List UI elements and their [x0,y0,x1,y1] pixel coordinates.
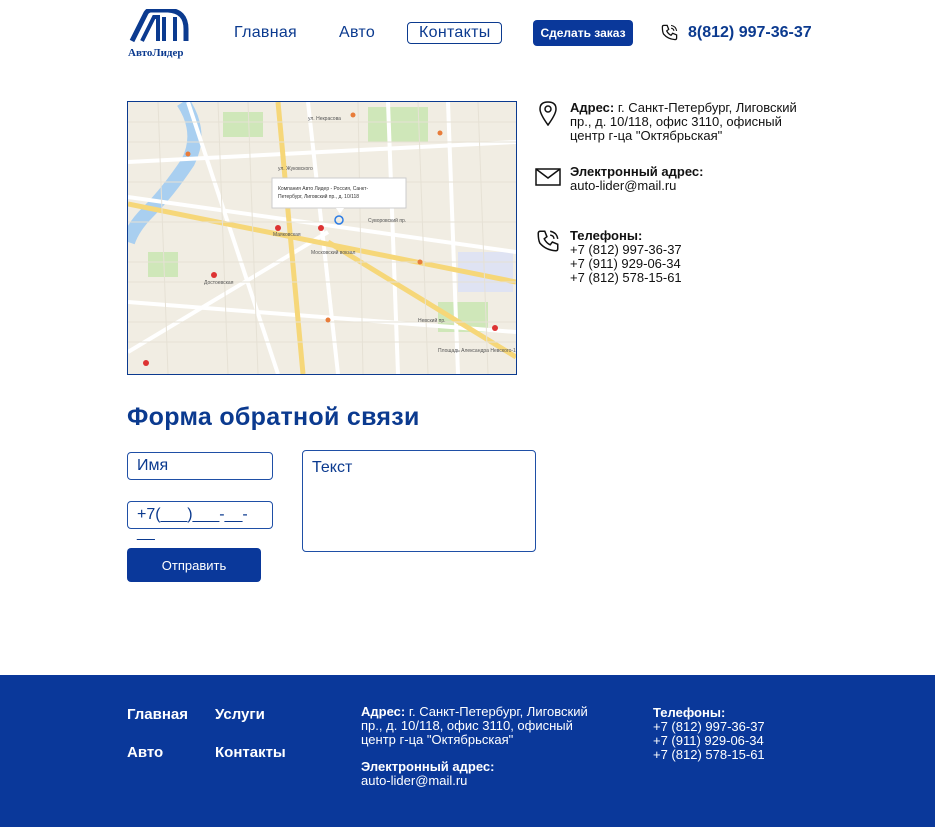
footer-email-value[interactable]: auto-lider@mail.ru [361,773,468,788]
phone-field[interactable]: +7(___)___-__-__ [127,501,273,529]
svg-text:Невский пр.: Невский пр. [418,318,446,324]
form-title: Форма обратной связи [127,403,420,431]
svg-text:Маяковская: Маяковская [273,232,301,238]
nav-home[interactable]: Главная [234,24,297,41]
svg-text:ул. Жуковского: ул. Жуковского [278,166,313,172]
nav-contacts[interactable]: Контакты [407,22,502,44]
svg-text:ул. Некрасова: ул. Некрасова [308,116,341,122]
svg-text:Площадь Александра Невского-1: Площадь Александра Невского-1 [438,348,516,354]
svg-text:Достоевская: Достоевская [204,280,234,286]
footer-phones [653,706,853,762]
phone-3[interactable]: +7 (812) 578-15-61 [570,270,682,285]
nav-auto[interactable]: Авто [339,24,376,41]
order-button[interactable]: Сделать заказ [533,20,633,46]
footer-nav-services[interactable]: Услуги [215,706,265,723]
footer [0,675,935,827]
footer-phone-3[interactable]: +7 (812) 578-15-61 [653,747,765,762]
name-field[interactable]: Имя [127,452,273,480]
address-label: Адрес: [570,100,615,115]
svg-text:Суворовский пр.: Суворовский пр. [368,218,407,224]
email-label: Электронный адрес: [570,164,704,179]
phone-2[interactable]: +7 (911) 929-06-34 [570,256,681,271]
phone-icon[interactable] [660,23,679,42]
footer-nav-home[interactable]: Главная [127,706,189,723]
phone-1[interactable]: +7 (812) 997-36-37 [570,242,682,257]
footer-phone-2[interactable]: +7 (911) 929-06-34 [653,733,764,748]
contact-email [570,165,820,193]
footer-email [361,760,606,788]
footer-nav-auto[interactable]: Авто [127,744,164,761]
envelope-icon [535,167,561,187]
submit-button[interactable]: Отправить [127,548,261,582]
footer-nav-contacts[interactable]: Контакты [215,744,286,761]
footer-address [361,705,606,747]
logo[interactable] [128,9,190,59]
map[interactable] [127,101,517,375]
svg-text:Московский вокзал: Московский вокзал [311,250,356,256]
header-phone[interactable]: 8(812) 997-36-37 [688,24,812,41]
svg-text:Компания Авто Лидер - Россия,: Компания Авто Лидер - Россия, Санкт- [278,186,369,192]
footer-address-value: г. Санкт-Петербург, Лиговский пр., д. 10/118, офис 3110, офисный центр г-ца "Октябрьская" [361,704,588,747]
svg-text:Петербург, Лиговский пр., д. 1: Петербург, Лиговский пр., д. 10/118 [278,194,360,200]
location-pin-icon [538,100,558,126]
logo-text: АвтоЛидер [128,47,184,59]
footer-address-label: Адрес: [361,704,406,719]
footer-email-label: Электронный адрес: [361,759,495,774]
footer-phone-1[interactable]: +7 (812) 997-36-37 [653,719,765,734]
contact-phones [570,229,820,285]
map-canvas [128,102,516,374]
logo-icon [128,9,190,43]
message-textarea[interactable]: Текст [302,450,536,552]
address-value: г. Санкт-Петербург, Лиговский пр., д. 10/118, офис 3110, офисный центр г-ца "Октябрьская" [570,100,797,143]
contact-address [570,101,820,143]
email-value[interactable]: auto-lider@mail.ru [570,178,677,193]
footer-phones-label: Телефоны: [653,705,726,720]
phone-contact-icon [535,228,561,254]
phones-label: Телефоны: [570,228,643,243]
